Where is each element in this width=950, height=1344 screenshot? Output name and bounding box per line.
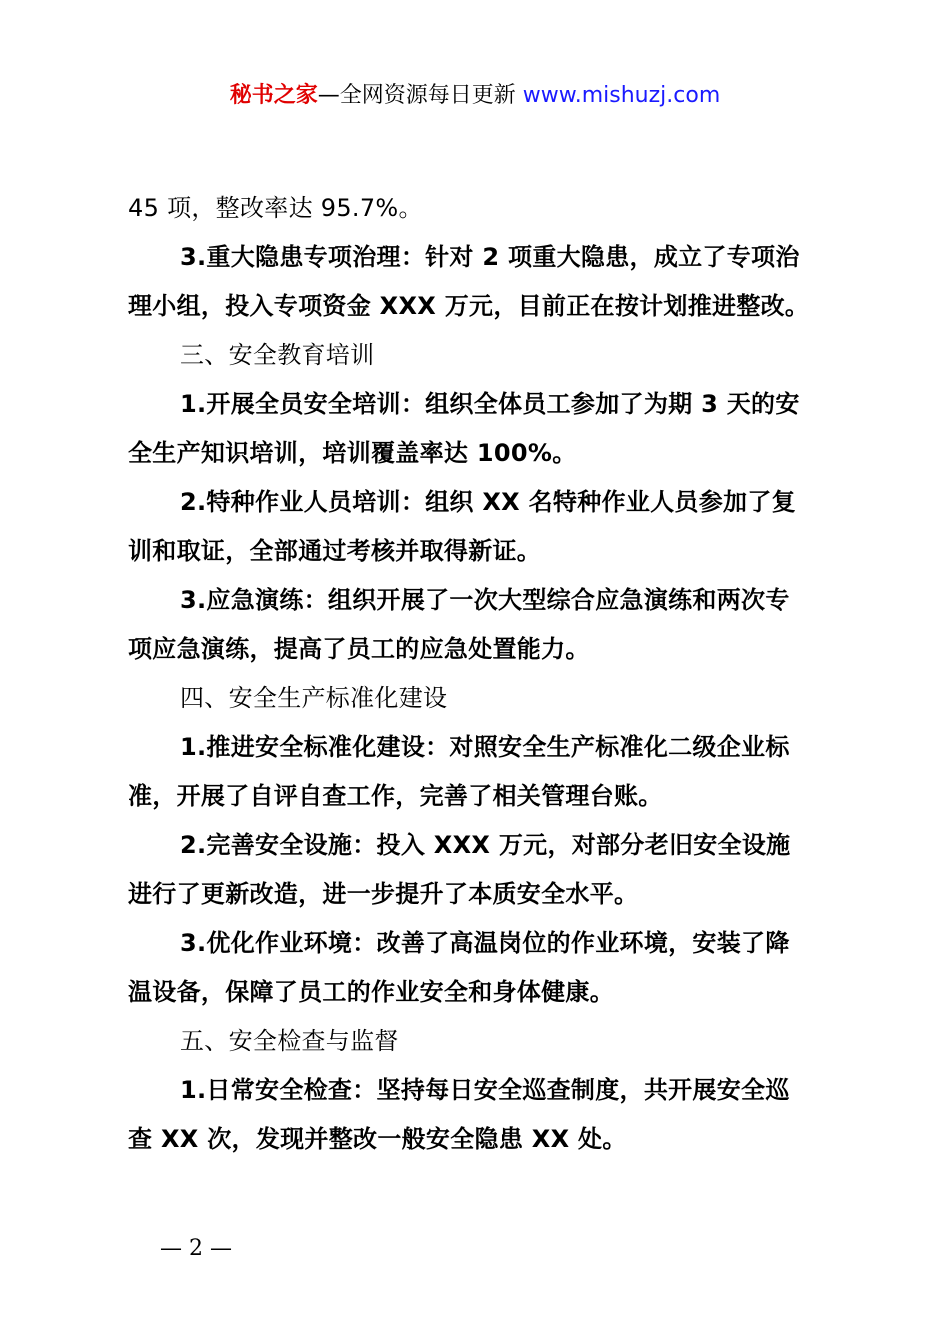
section-heading: 三、安全教育培训 [180, 341, 375, 369]
site-tagline: —全网资源每日更新 [317, 83, 516, 108]
site-url-link[interactable]: www.mishuzj.com [522, 83, 721, 108]
item-text-line: 项应急演练，提高了员工的应急处置能力。 [128, 635, 590, 663]
item-heading-line: 3.应急演练：组织开展了一次大型综合应急演练和两次专 [180, 586, 790, 614]
item-text-line: 进行了更新改造，进一步提升了本质安全水平。 [128, 880, 639, 908]
item-text-line: 训和取证，全部通过考核并取得新证。 [128, 537, 542, 565]
site-banner [0, 80, 950, 112]
item-text-line: 准，开展了自评自查工作，完善了相关管理台账。 [128, 782, 663, 810]
item-text-line: 全生产知识培训，培训覆盖率达 100%。 [128, 439, 577, 467]
item-heading-line: 2.特种作业人员培训：组织 XX 名特种作业人员参加了复 [180, 488, 796, 516]
section-heading: 四、安全生产标准化建设 [180, 684, 448, 712]
item-heading-line: 3.重大隐患专项治理：针对 2 项重大隐患，成立了专项治 [180, 243, 800, 271]
item-heading-line: 1.日常安全检查：坚持每日安全巡查制度，共开展安全巡 [180, 1076, 790, 1104]
item-heading-line: 3.优化作业环境：改善了高温岗位的作业环境，安装了降 [180, 929, 790, 957]
site-brand: 秘书之家 [229, 83, 318, 108]
item-heading-line: 2.完善安全设施：投入 XXX 万元，对部分老旧安全设施 [180, 831, 791, 859]
document-body [128, 184, 838, 1164]
item-heading-line: 1.推进安全标准化建设：对照安全生产标准化二级企业标 [180, 733, 790, 761]
item-text-line: 理小组，投入专项资金 XXX 万元，目前正在按计划推进整改。 [128, 292, 810, 320]
item-text-line: 温设备，保障了员工的作业安全和身体健康。 [128, 978, 614, 1006]
page-number: — 2 — [160, 1236, 232, 1261]
body-text-line: 45 项，整改率达 95.7%。 [128, 194, 423, 222]
section-heading: 五、安全检查与监督 [180, 1027, 399, 1055]
item-text-line: 查 XX 次，发现并整改一般安全隐患 XX 处。 [128, 1125, 627, 1153]
item-heading-line: 1.开展全员安全培训：组织全体员工参加了为期 3 天的安 [180, 390, 800, 418]
